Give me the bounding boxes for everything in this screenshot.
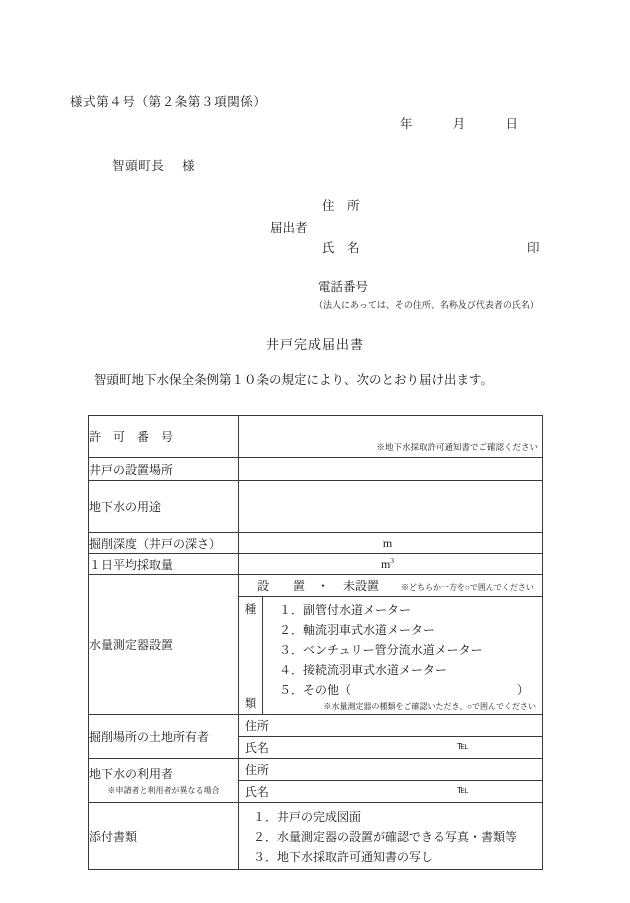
table-row-daily-average	[89, 554, 543, 575]
drilling-depth-unit: m	[382, 535, 393, 550]
meter-option-separator: ・	[317, 579, 330, 593]
permit-number-note: ※地下水採取許可通知書でご確認ください	[376, 441, 538, 452]
drilling-depth-value-cell[interactable]	[239, 533, 543, 554]
groundwater-use-value-cell[interactable]	[239, 481, 543, 533]
date-line	[400, 114, 518, 132]
table-row-drilling-depth	[89, 533, 543, 554]
land-owner-name-line[interactable]	[239, 737, 542, 758]
table-row-water-user	[89, 759, 543, 803]
daily-average-value-cell[interactable]	[239, 554, 543, 575]
well-location-label: 井戸の設置場所	[89, 458, 239, 481]
groundwater-use-label: 地下水の用途	[89, 481, 239, 533]
meter-item-other-close-paren: ）	[517, 682, 530, 697]
meter-footer-note: ※水量測定器の種類をご確認いただき、○で囲んでください	[323, 702, 536, 711]
well-location-value-cell[interactable]	[239, 458, 543, 481]
form-number: 様式第４号（第２条第３項関係）	[70, 95, 267, 109]
drilling-depth-label: 掘削深度（井戸の深さ）	[89, 533, 239, 554]
table-row-groundwater-use	[89, 481, 543, 533]
meter-item[interactable]: ４．接続流羽車式水道メーター	[279, 662, 448, 677]
daily-average-label: １日平均採取量	[89, 554, 239, 575]
meter-item-other-label: ５．その他（	[279, 682, 352, 697]
water-user-label-cell	[89, 759, 239, 803]
meter-item-other[interactable]	[263, 679, 542, 699]
attachments-value-cell	[239, 803, 543, 870]
meter-label: 水量測定器設置	[89, 575, 239, 715]
water-user-name-line[interactable]	[239, 781, 542, 802]
meter-item[interactable]: ２．軸流羽車式水道メーター	[279, 622, 436, 637]
document-intro: 智頭町地下水保全条例第１０条の規定により、次のとおり届け出ます。	[94, 373, 494, 387]
applicant-seal-label: 印	[527, 241, 540, 255]
applicant-address-label: 住 所	[322, 199, 360, 213]
table-row-land-owner	[89, 715, 543, 759]
document-title: 井戸完成届出書	[265, 337, 364, 352]
land-owner-tel-icon: ℡	[457, 740, 469, 752]
meter-option-note: ※どちらか一方を○で囲んでください	[401, 583, 534, 592]
attachment-item: ２．水量測定器の設置が確認できる写真・書類等	[253, 829, 518, 844]
meter-item[interactable]: ３．ベンチュリー管分流水道メーター	[279, 642, 483, 657]
water-user-address-label: 住所	[245, 763, 270, 777]
permit-number-value-cell[interactable]	[239, 416, 543, 458]
date-month-label: 月	[452, 117, 466, 131]
land-owner-address-line[interactable]	[239, 715, 542, 737]
attachments-list	[239, 803, 542, 869]
addressee-name: 智頭町長	[112, 159, 165, 173]
meter-value-cell	[239, 575, 543, 715]
permit-number-label: 許 可 番 号	[89, 416, 239, 458]
date-year-label: 年	[400, 117, 413, 131]
land-owner-label: 掘削場所の土地所有者	[89, 715, 239, 759]
applicant-name-label: 氏 名	[322, 241, 360, 255]
attachments-label: 添付書類	[89, 803, 239, 870]
land-owner-name-label: 氏名	[245, 741, 270, 755]
attachment-item: ３．地下水採取許可通知書の写し	[253, 849, 434, 864]
water-user-name-label: 氏名	[245, 785, 270, 799]
meter-item[interactable]: １．副管付水道メーター	[279, 602, 412, 617]
water-user-value-cell	[239, 759, 543, 803]
table-row-meter	[89, 575, 543, 715]
meter-kind-section	[239, 597, 542, 714]
meter-kind-column	[239, 597, 263, 714]
table-row-permit-number	[89, 416, 543, 458]
water-user-address-line[interactable]	[239, 759, 542, 781]
daily-average-unit: m	[380, 557, 391, 571]
table-row-attachments	[89, 803, 543, 870]
meter-option-row	[239, 575, 542, 597]
meter-kind-char-1: 種	[244, 604, 257, 616]
applicant-corporate-note: （法人にあっては、その住所、名称及び代表者の氏名）	[314, 300, 539, 310]
meter-item-list	[263, 597, 542, 714]
water-user-label: 地下水の利用者	[89, 767, 174, 781]
land-owner-value-cell	[239, 715, 543, 759]
date-day-label: 日	[505, 117, 519, 131]
meter-kind-char-2: 類	[244, 698, 257, 710]
applicant-phone-label: 電話番号	[318, 280, 369, 294]
applicant-block-label: 届出者	[270, 221, 308, 235]
water-user-tel-icon: ℡	[457, 784, 469, 796]
water-user-sub-note: ※申請者と利用者が異なる場合	[107, 786, 220, 795]
daily-average-unit-exponent: 3	[390, 556, 395, 565]
form-table	[88, 415, 543, 870]
meter-option-installed[interactable]: 設 置	[257, 579, 312, 593]
addressee	[112, 156, 195, 174]
table-row-well-location	[89, 458, 543, 481]
addressee-honorific: 様	[182, 159, 196, 173]
meter-option-not-installed[interactable]: 未設置	[343, 579, 380, 593]
attachment-item: １．井戸の完成図面	[253, 809, 362, 824]
land-owner-address-label: 住所	[245, 719, 270, 733]
